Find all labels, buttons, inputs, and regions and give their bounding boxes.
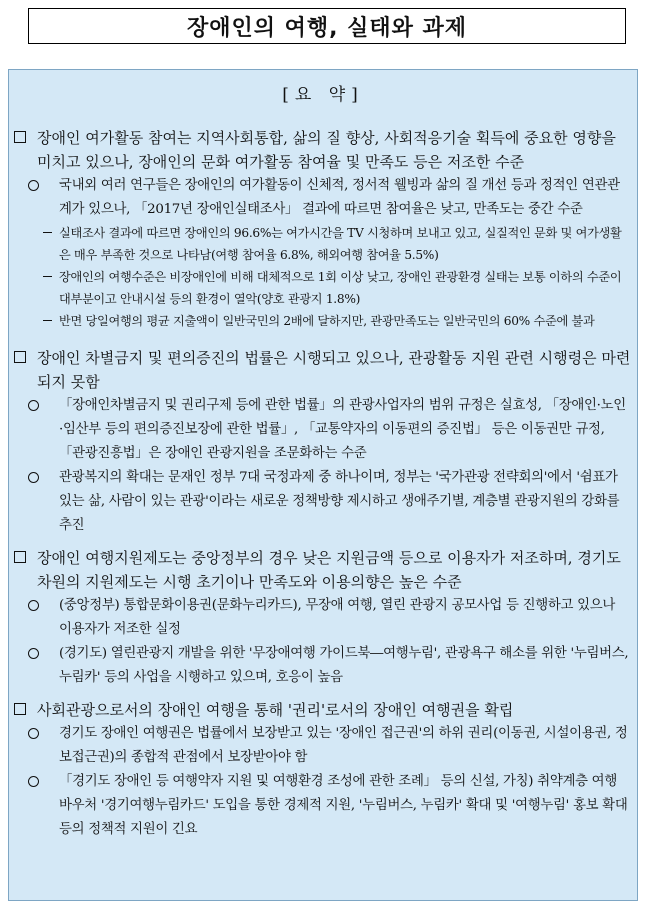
item-1-1: [9, 174, 637, 222]
circle-bullet-icon: [28, 472, 39, 483]
section-3: [9, 546, 637, 594]
circle-bullet-icon: [28, 400, 39, 411]
section-text: 장애인 여행지원제도는 중앙정부의 경우 낮은 지원금액 등으로 이용자가 저조하며, 경기도 차원의 지원제도는 시행 초기이나 만족도와 이용의향은 높은 수준: [37, 549, 621, 591]
sub-item-1-1-2: [9, 266, 637, 310]
item-2-1: [9, 394, 637, 466]
circle-bullet-icon: [28, 180, 39, 191]
square-bullet-icon: [14, 351, 26, 363]
section-text: 사회관광으로서의 장애인 여행을 통해 '권리'로서의 장애인 여행권을 확립: [37, 701, 514, 719]
item-3-1: [9, 594, 637, 642]
section-2: [9, 346, 637, 394]
section-text: 장애인 여가활동 참여는 지역사회통합, 삶의 질 향상, 사회적응기술 획득에 중요한 영향을 미치고 있으나, 장애인의 문화 여가활동 참여율 및 만족도 등은 저조한 수준: [37, 129, 616, 171]
summary-content: [9, 126, 637, 842]
circle-bullet-icon: [28, 600, 39, 611]
page-title: 장애인의 여행, 실태와 과제: [186, 15, 468, 41]
summary-heading: [요 약]: [282, 85, 364, 105]
circle-bullet-icon: [28, 648, 39, 659]
sub-item-text: 장애인의 여행수준은 비장애인에 비해 대체적으로 1회 이상 낮고, 장애인 관광환경 실태는 보통 이하의 수준이 대부분이고 안내시설 등의 환경이 열악(양호 관광지 1.8%): [59, 270, 622, 306]
item-2-2: [9, 466, 637, 538]
item-4-1: [9, 722, 637, 770]
section-4: [9, 698, 637, 722]
item-text: (경기도) 열린관광지 개발을 위한 '무장애여행 가이드북―여행누림', 관광욕구 해소를 위한 '누림버스, 누림카' 등의 사업을 시행하고 있으며, 호응이 높음: [59, 646, 629, 685]
section-1: [9, 126, 637, 174]
square-bullet-icon: [14, 131, 26, 143]
section-text: 장애인 차별금지 및 편의증진의 법률은 시행되고 있으나, 관광활동 지원 관련 시행령은 마련되지 못함: [37, 349, 631, 391]
circle-bullet-icon: [28, 728, 39, 739]
item-text: 경기도 장애인 여행권은 법률에서 보장받고 있는 '장애인 접근권'의 하위 권리(이동권, 시설이용권, 정보접근권)의 종합적 관점에서 보장받아야 함: [59, 726, 628, 765]
title-box: [28, 8, 626, 44]
item-3-2: [9, 642, 637, 690]
item-text: 「경기도 장애인 등 여행약자 지원 및 여행환경 조성에 관한 조례」 등의 신설, 가칭) 취약계층 여행바우처 '경기여행누림카드' 도입을 통한 경제적 지원, '누림버스, 누림카' 확대 및 '여행누림' 홍보 확대 등의 정책적 지원이 긴요: [59, 774, 628, 837]
item-text: 관광복지의 확대는 문재인 정부 7대 국정과제 중 하나이며, 정부는 '국가관광 전략회의'에서 '쉼표가 있는 삶, 사람이 있는 관광'이라는 새로운 정책방향 제시하고 생애주기별, 계층별 관광지원의 강화를 추진: [59, 470, 620, 533]
item-text: 국내외 여러 연구들은 장애인의 여가활동이 신체적, 정서적 웰빙과 삶의 질 개선 등과 정적인 연관관계가 있으나, 「2017년 장애인실태조사」 결과에 따르면 참여율은 낮고, 만족도는 중간 수준: [59, 178, 620, 217]
square-bullet-icon: [14, 703, 26, 715]
square-bullet-icon: [14, 551, 26, 563]
circle-bullet-icon: [28, 776, 39, 787]
dash-bullet-icon: [43, 320, 52, 321]
dash-bullet-icon: [43, 232, 52, 233]
sub-item-text: 실태조사 결과에 따르면 장애인의 96.6%는 여가시간을 TV 시청하며 보내고 있고, 실질적인 문화 및 여가생활은 매우 부족한 것으로 나타남(여행 참여율 6.8%, 해외여행 참여율 5.5%): [59, 226, 622, 262]
summary-box: [8, 69, 638, 901]
item-text: 「장애인차별금지 및 권리구제 등에 관한 법률」의 관광사업자의 범위 규정은 실효성, 「장애인·노인·임산부 등의 편의증진보장에 관한 법률」, 「교통약자의 이동편의 증진법」 등은 이동권만 규정, 「관광진흥법」은 장애인 관광지원을 조문화하는 수준: [59, 398, 626, 461]
sub-item-text: 반면 당일여행의 평균 지출액이 일반국민의 2배에 달하지만, 관광만족도는 일반국민의 60% 수준에 불과: [59, 314, 595, 328]
sub-item-1-1-3: [9, 310, 637, 332]
item-4-2: [9, 770, 637, 842]
item-text: (중앙정부) 통합문화이용권(문화누리카드), 무장애 여행, 열린 관광지 공모사업 등 진행하고 있으나 이용자가 저조한 실정: [59, 598, 615, 637]
sub-item-1-1-1: [9, 222, 637, 266]
dash-bullet-icon: [43, 276, 52, 277]
